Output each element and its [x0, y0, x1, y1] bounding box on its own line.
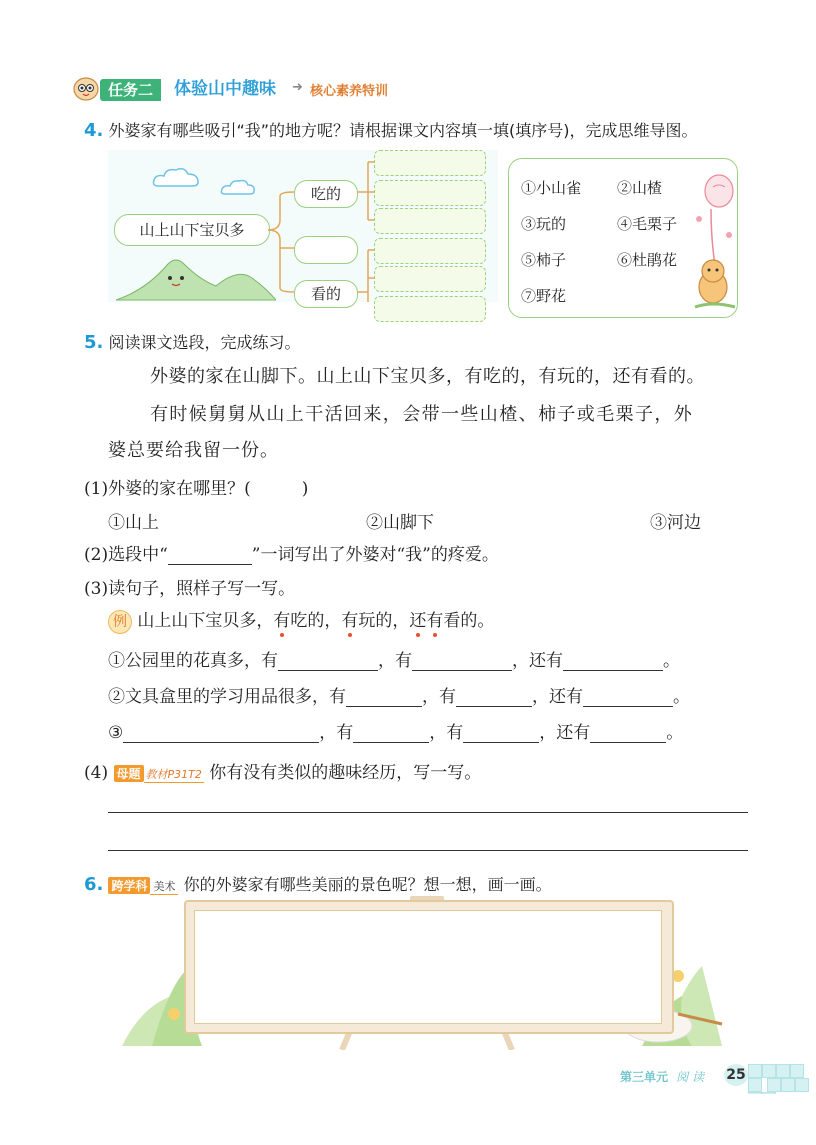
sub-question-2 — [84, 540, 499, 565]
mountain-icon — [116, 250, 276, 302]
answer-blank[interactable] — [590, 724, 666, 743]
answer-blank[interactable] — [563, 652, 663, 671]
answer-blank[interactable] — [412, 652, 512, 671]
exercise-text: 。 — [666, 723, 684, 743]
footer-section-label: 阅 读 — [676, 1070, 705, 1084]
answer-blank[interactable] — [123, 724, 319, 743]
mind-map-center: 山上山下宝贝多 — [114, 214, 270, 246]
choice-option[interactable]: ②山脚下 — [366, 513, 434, 533]
footer-unit-label: 第三单元 — [620, 1070, 669, 1084]
sub-question-2-pre: (2)选段中“ — [84, 545, 168, 565]
question-text: 你的外婆家有哪些美丽的景色呢？想一想，画一画。 — [183, 875, 552, 894]
answer-box[interactable] — [374, 296, 486, 322]
sub-question-1: (1)外婆的家在哪里？( ) — [84, 479, 309, 499]
mascot-icon — [72, 76, 100, 102]
example-sentence — [108, 606, 494, 634]
sub-question-4-num: (4) — [84, 763, 109, 783]
textbook-ref-tag: 教材P31T2 — [145, 768, 202, 781]
writing-line[interactable] — [108, 812, 748, 813]
option-item: ⑥杜鹃花 — [617, 251, 678, 269]
page-number: 25 — [724, 1064, 748, 1086]
cloud-icon — [220, 178, 256, 196]
example-emphasis: 有 — [426, 611, 444, 631]
sub-question-4 — [84, 758, 481, 783]
branch-blank[interactable] — [294, 236, 358, 264]
answer-box[interactable] — [374, 208, 486, 234]
passage-paragraph: 婆总要给我留一份。 — [108, 440, 279, 461]
answer-box[interactable] — [374, 150, 486, 176]
option-item: ②山楂 — [617, 179, 663, 197]
exercise-text: ，有 — [319, 723, 354, 743]
task-label: 任务二 — [100, 79, 161, 101]
answer-box[interactable] — [374, 266, 486, 292]
cloud-icon — [152, 166, 200, 188]
cat-icon — [689, 169, 741, 319]
sub-question-4-text: 你有没有类似的趣味经历，写一写。 — [209, 763, 482, 783]
example-text: 吃的， — [290, 611, 342, 631]
cross-subject-tag: 跨学科 — [108, 877, 150, 894]
example-emphasis: 有 — [341, 611, 359, 631]
arrow-icon: ➜ — [292, 80, 303, 95]
exercise-text: ①公园里的花真多，有 — [108, 651, 278, 671]
footer-unit — [620, 1068, 704, 1085]
exercise-line-1 — [108, 646, 680, 671]
mother-question-tag: 母题 — [114, 765, 144, 782]
exercise-text: ，有 — [422, 687, 456, 707]
question-number: 4. — [84, 120, 104, 141]
example-emphasis: 还 — [409, 611, 427, 631]
sub-question-2-post: ”一词写出了外婆对“我”的疼爱。 — [251, 545, 499, 565]
answer-blank[interactable] — [353, 724, 429, 743]
answer-blank[interactable] — [583, 688, 673, 707]
sub-question-3: (3)读句子，照样子写一写。 — [84, 579, 296, 599]
exercise-line-2 — [108, 682, 690, 707]
task-subtitle: 核心素养特训 — [310, 84, 389, 99]
question-number: 5. — [84, 332, 104, 353]
option-item: ③玩的 — [521, 215, 567, 233]
exercise-text: ，有 — [429, 723, 464, 743]
answer-blank[interactable] — [346, 688, 422, 707]
question-number: 6. — [84, 874, 104, 895]
drawing-canvas[interactable] — [194, 910, 662, 1024]
answer-blank[interactable] — [463, 724, 539, 743]
exercise-text: ，还有 — [539, 723, 591, 743]
answer-blank[interactable] — [278, 652, 378, 671]
question-5-heading — [84, 330, 300, 353]
task-header — [70, 74, 430, 104]
option-item: ④毛栗子 — [617, 215, 678, 233]
question-4-heading — [84, 118, 804, 141]
option-item: ①小山雀 — [521, 179, 582, 197]
branch-look: 看的 — [294, 280, 358, 308]
answer-blank[interactable] — [456, 688, 532, 707]
exercise-text: 。 — [673, 687, 690, 707]
example-tag: 例 — [108, 610, 132, 634]
exercise-text: ②文具盒里的学习用品很多，有 — [108, 687, 346, 707]
footer-grid — [748, 1064, 816, 1094]
choice-option[interactable]: ①山上 — [108, 513, 159, 533]
passage-paragraph: 有时候舅舅从山上干活回来，会带一些山楂、柿子或毛栗子，外 — [150, 404, 694, 425]
question-text: 外婆家有哪些吸引“我”的地方呢？请根据课文内容填一填(填序号)，完成思维导图。 — [108, 121, 698, 140]
exercise-text: ，还有 — [532, 687, 583, 707]
question-6-heading — [84, 872, 552, 895]
answer-blank[interactable] — [168, 546, 252, 565]
exercise-text: 。 — [663, 651, 680, 671]
answer-box[interactable] — [374, 238, 486, 264]
task-title: 体验山中趣味 — [174, 79, 276, 99]
example-emphasis: 有 — [273, 611, 291, 631]
subject-tag: 美术 — [150, 878, 178, 895]
example-text: 看的。 — [443, 611, 495, 631]
choice-option[interactable]: ③河边 — [650, 513, 701, 533]
exercise-text: ，还有 — [512, 651, 563, 671]
drawing-board[interactable] — [184, 900, 674, 1034]
option-item: ⑦野花 — [521, 287, 567, 305]
example-text: 山上山下宝贝多， — [137, 611, 274, 631]
passage-paragraph: 外婆的家在山脚下。山上山下宝贝多，有吃的，有玩的，还有看的。 — [150, 366, 705, 387]
writing-line[interactable] — [108, 850, 748, 851]
exercise-text: ，有 — [378, 651, 412, 671]
question-text: 阅读课文选段，完成练习。 — [108, 333, 301, 352]
answer-box[interactable] — [374, 180, 486, 206]
example-text: 玩的， — [358, 611, 410, 631]
branch-eat: 吃的 — [294, 180, 358, 208]
exercise-text: ③ — [108, 723, 124, 743]
exercise-line-3 — [108, 718, 683, 743]
option-item: ⑤柿子 — [521, 251, 567, 269]
options-panel — [508, 158, 738, 318]
